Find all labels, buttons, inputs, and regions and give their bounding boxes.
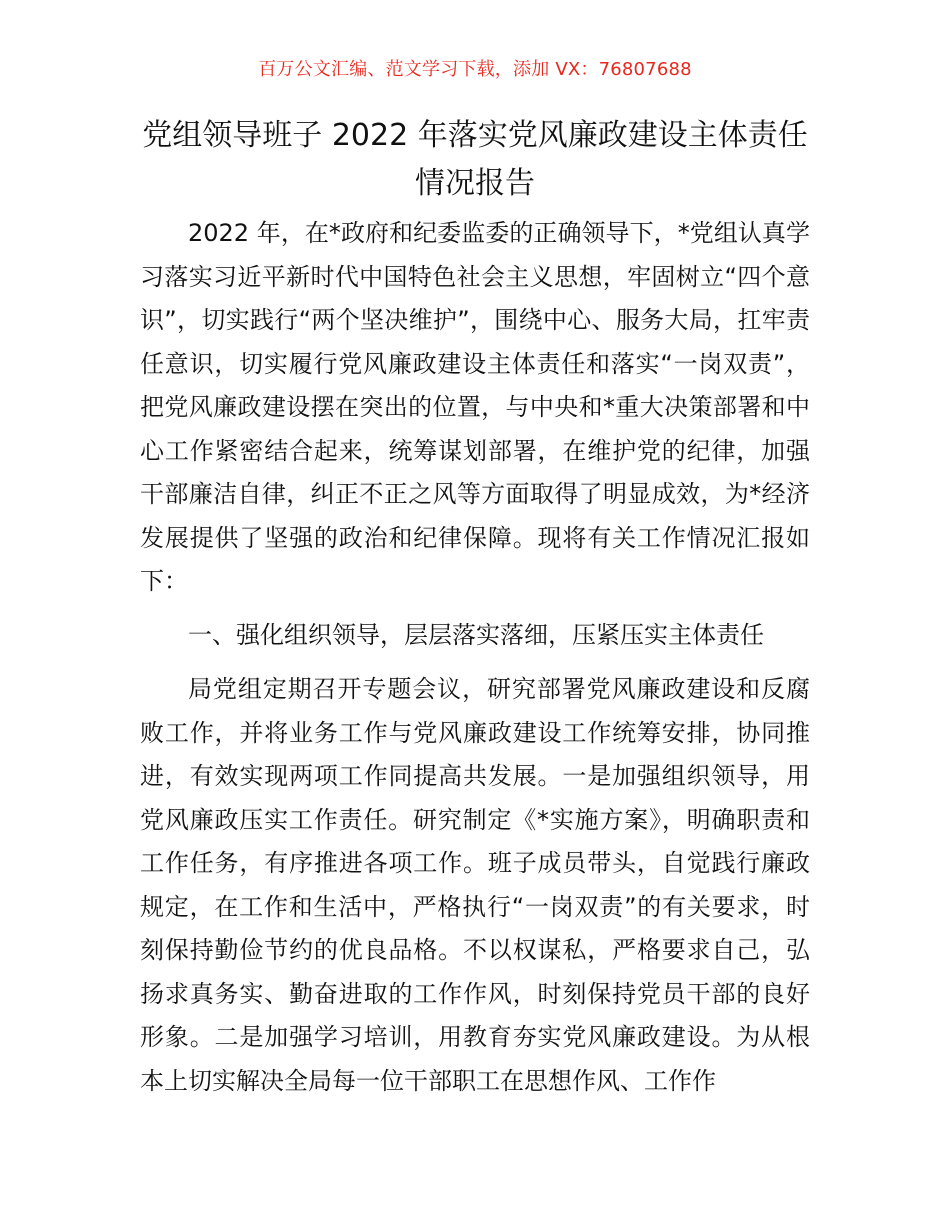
document-title: 党组领导班子 2022 年落实党风廉政建设主体责任情况报告 [142,118,808,201]
watermark-header: 百万公文汇编、范文学习下载，添加 VX：76807688 [258,59,692,80]
section-1-paragraph: 局党组定期召开专题会议，研究部署党风廉政建设和反腐败工作，并将业务工作与党风廉政建设工作统筹安排，协同推进，有效实现两项工作同提高共发展。一是加强组织领导，用党风廉政压实工作责任。研究制定《*实施方案》，明确职责和工作任务，有序推进各项工作。班子成员带头，自觉践行廉政规定，在工作和生活中，严格执行“一岗双责”的有关要求，时刻保持勤俭节约的优良品格。不以权谋私，严格要求自己，弘扬求真务实、勤奋进取的工作作风，时刻保持党员干部的良好形象。二是加强学习培训，用教育夯实党风廉政建设。为从根本上切实解决全局每一位干部职工在思想作风、工作作 [140,675,810,1095]
section-heading-1: 一、强化组织领导，层层落实落细，压紧压实主体责任 [188,621,764,649]
intro-paragraph: 2022 年，在*政府和纪委监委的正确领导下，*党组认真学习落实习近平新时代中国特色社会主义思想，牢固树立“四个意识”，切实践行“两个坚决维护”，围绕中心、服务大局，扛牢责任意识，切实履行党风廉政建设主体责任和落实“一岗双责”，把党风廉政建设摆在突出的位置，与中央和*重大决策部署和中心工作紧密结合起来，统筹谋划部署，在维护党的纪律，加强干部廉洁自律，纠正不正之风等方面取得了明显成效，为*经济发展提供了坚强的政治和纪律保障。现将有关工作情况汇报如下： [140,219,810,595]
